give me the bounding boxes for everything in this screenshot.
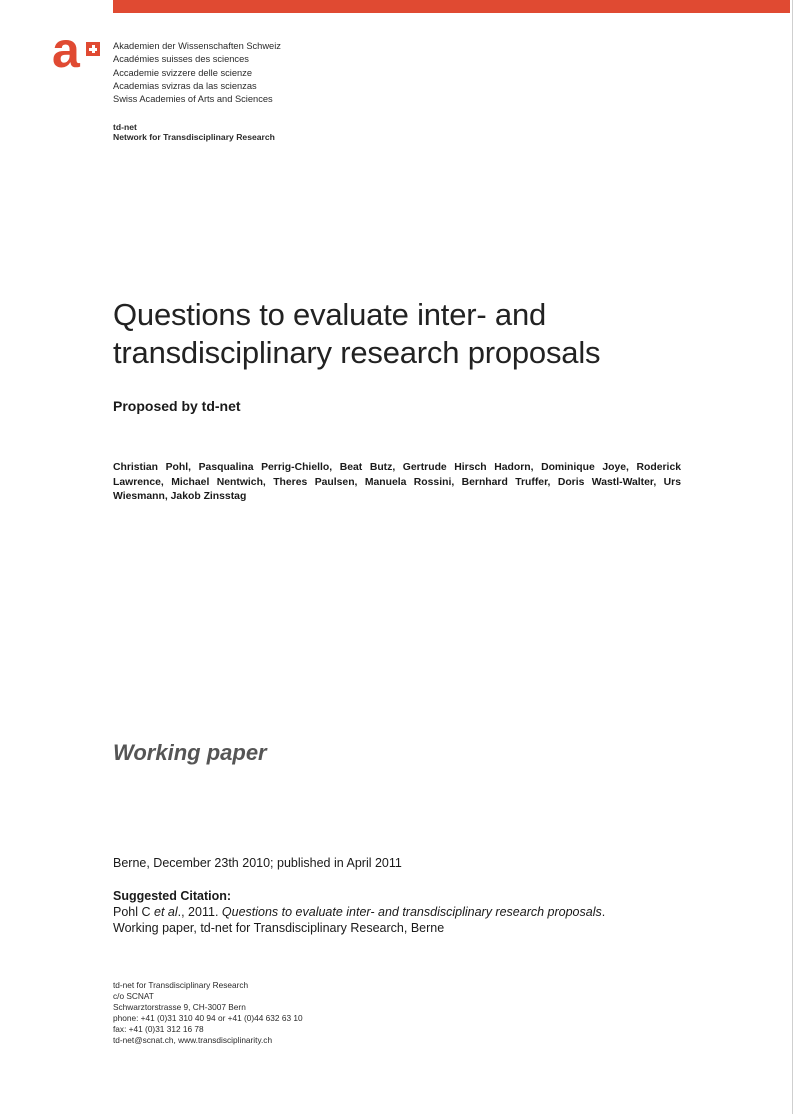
footer-phone: phone: +41 (0)31 310 40 94 or +41 (0)44 632 63 10 — [113, 1013, 303, 1023]
academy-name-en: Swiss Academies of Arts and Sciences — [113, 94, 273, 105]
academies-names — [113, 40, 281, 106]
academy-name-rm: Academias svizras da las scienzas — [113, 80, 257, 91]
footer-co: c/o SCNAT — [113, 991, 154, 1001]
academy-name-de: Akademien der Wissenschaften Schweiz — [113, 41, 281, 51]
swiss-cross-icon — [86, 42, 100, 56]
footer-fax: fax: +41 (0)31 312 16 78 — [113, 1024, 204, 1034]
title-line-1: Questions to evaluate inter- and — [113, 297, 547, 332]
network-short: td-net — [113, 122, 137, 132]
citation-label: Suggested Citation: — [113, 889, 232, 903]
academy-name-fr: Académies suisses des sciences — [113, 54, 249, 65]
academies-logo — [52, 22, 104, 78]
title-line-2: transdisciplinary research proposals — [113, 335, 601, 370]
contact-footer — [113, 980, 303, 1046]
header-accent-bar — [113, 0, 790, 13]
publication-date: Berne, December 23th 2010; published in April 2011 — [113, 856, 402, 870]
footer-org: td-net for Transdisciplinary Research — [113, 980, 249, 990]
author-list: Christian Pohl, Pasqualina Perrig-Chiello, Beat Butz, Gertrude Hirsch Hadorn, Dominique Joye, Roderick Lawrence, Michael Nentwich, Theres Paulsen, Manuela Rossini, Bernhard Truffer, Doris Wastl-Walter, Urs Wiesmann, Jakob Zinsstag — [113, 462, 681, 502]
document-subtitle: Proposed by td-net — [113, 398, 241, 414]
citation-line-1 — [113, 904, 713, 920]
network-label — [113, 122, 275, 142]
document-title — [113, 296, 753, 372]
network-full: Network for Transdisciplinary Research — [113, 132, 275, 142]
suggested-citation — [113, 888, 713, 936]
citation-et-al: et al — [154, 905, 178, 919]
citation-line-2: Working paper, td-net for Transdisciplinary Research, Berne — [113, 921, 445, 935]
logo-letter: a — [52, 22, 80, 78]
footer-email-web: td-net@scnat.ch, www.transdisciplinarity.ch — [113, 1035, 273, 1045]
citation-work-title: Questions to evaluate inter- and transdisciplinary research proposals — [221, 905, 602, 919]
citation-period: . — [601, 905, 606, 919]
citation-author: Pohl C — [113, 905, 154, 919]
working-paper-label: Working paper — [113, 740, 267, 765]
footer-address: Schwarztorstrasse 9, CH-3007 Bern — [113, 1002, 246, 1012]
academy-name-it: Accademie svizzere delle scienze — [113, 67, 252, 78]
citation-year: ., 2011. — [177, 905, 222, 919]
